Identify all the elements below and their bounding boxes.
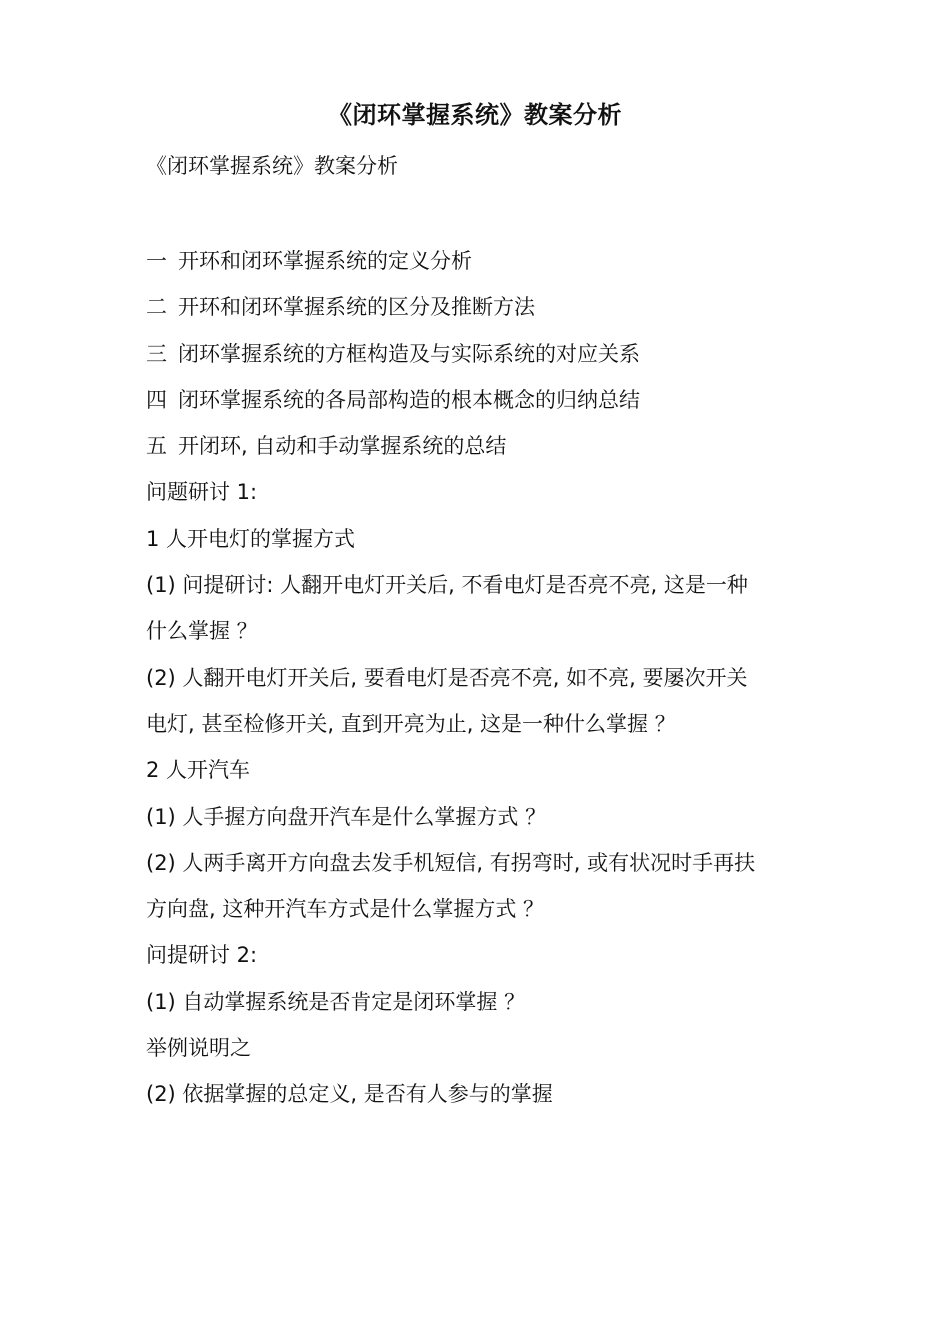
question-line-continued: 方向盘, 这种开汽车方式是什么掌握方式 ？: [146, 897, 545, 922]
outline-text: 开闭环, 自动和手动掌握系统的总结: [178, 434, 507, 459]
question-line-continued: 什么掌握 ？: [146, 619, 258, 644]
outline-number: 一: [146, 249, 167, 273]
document-title: 《闭环掌握系统》教案分析: [328, 101, 622, 129]
section-heading: 问提研讨 2:: [146, 943, 258, 968]
question-line: (1) 问提研讨: 人翻开电灯开关后, 不看电灯是否亮不亮, 这是一种: [146, 573, 748, 598]
outline-text: 闭环掌握系统的各局部构造的根本概念的归纳总结: [178, 387, 640, 412]
outline-item: [146, 377, 806, 423]
document-body: [146, 238, 806, 1118]
outline-item: [146, 238, 806, 284]
section-heading: 问题研讨 1:: [146, 480, 258, 505]
outline-number: 四: [146, 387, 167, 412]
outline-item: [146, 423, 806, 469]
question-line: (2) 人翻开电灯开关后, 要看电灯是否亮不亮, 如不亮, 要屡次开关: [146, 665, 748, 690]
question-line: (1) 自动掌握系统是否肯定是闭环掌握 ？: [146, 989, 526, 1014]
document-subtitle: 《闭环掌握系统》教案分析: [146, 154, 398, 178]
question-line: (2) 依据掌握的总定义, 是否有人参与的掌握: [146, 1082, 553, 1107]
question-line: (2) 人两手离开方向盘去发手机短信, 有拐弯时, 或有状况时手再扶: [146, 850, 756, 875]
outline-number: 三: [146, 341, 167, 366]
outline-text: 闭环掌握系统的方框构造及与实际系统的对应关系: [178, 341, 640, 366]
question-line-continued: 电灯, 甚至检修开关, 直到开亮为止, 这是一种什么掌握 ？: [146, 711, 676, 736]
plain-line: 举例说明之: [146, 1036, 251, 1061]
outline-item: [146, 331, 806, 377]
outline-item: [146, 284, 806, 330]
outline-number: 五: [146, 434, 167, 459]
topic-heading: 1 人开电灯的掌握方式: [146, 526, 356, 551]
outline-text: 开环和闭环掌握系统的区分及推断方法: [178, 295, 535, 320]
outline-text: 开环和闭环掌握系统的定义分析: [178, 249, 472, 273]
outline-number: 二: [146, 295, 167, 320]
topic-heading: 2 人开汽车: [146, 758, 251, 783]
question-line: (1) 人手握方向盘开汽车是什么掌握方式 ？: [146, 804, 547, 829]
